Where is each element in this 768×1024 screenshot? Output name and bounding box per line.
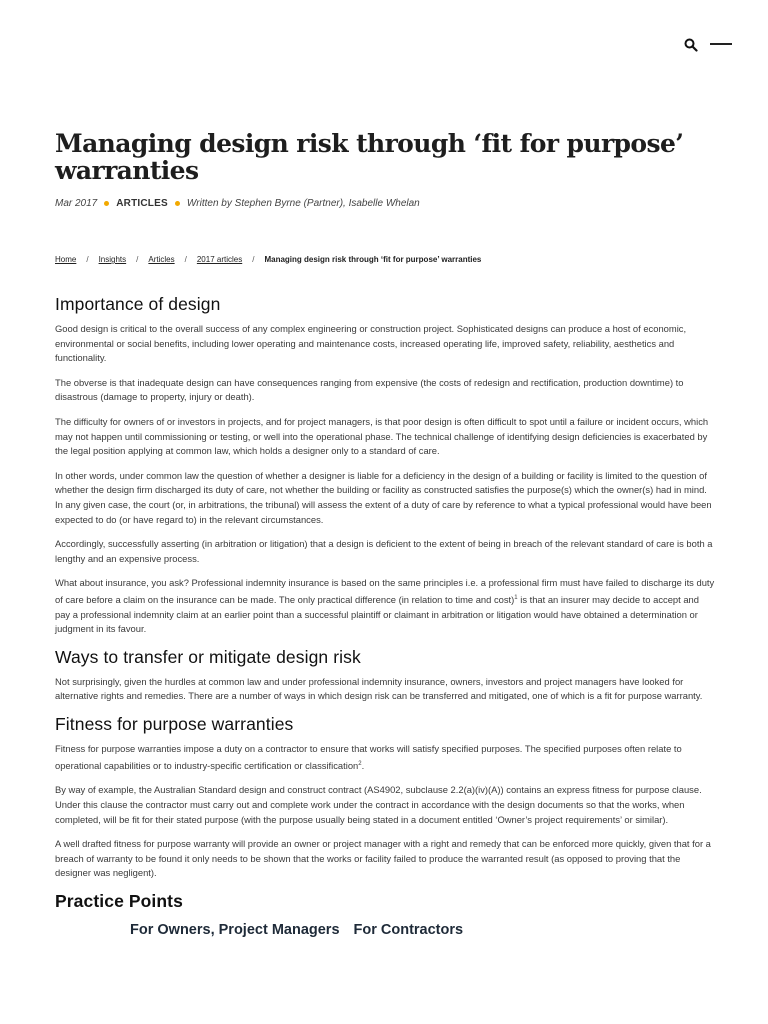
search-button[interactable] [684, 38, 702, 56]
paragraph: A well drafted fitness for purpose warranty will provide an owner or project manager with a right and remedy that can be enforced more quickly, given that for a breach of warranty to be found it only needs to be shown that the works or facility failed to produce the warranted result (as opposed to proving that the designer was negligent). [55, 838, 711, 879]
menu-icon [710, 43, 732, 45]
paragraph-text: What about insurance, you ask? Professional indemnity insurance is based on the same principles i.e. a professional firm must have failed to discharge its duty of care before a claim on the insurance can be made. The only practical difference (in relation to time and cost) [55, 577, 715, 606]
page-title: Managing design risk through ‘fit for purpose’ warranties [55, 129, 684, 185]
section-heading-practice: Practice Points [55, 890, 183, 911]
breadcrumb-separator: / [184, 255, 187, 264]
article-date: Mar 2017 [55, 198, 98, 209]
search-icon [684, 38, 698, 52]
article-body [55, 294, 715, 938]
breadcrumb-articles[interactable]: Articles [148, 255, 175, 264]
breadcrumb-home[interactable]: Home [55, 255, 77, 264]
meta-dot-icon [104, 201, 109, 206]
paragraph: The obverse is that inadequate design can have consequences ranging from expensive (the costs of redesign and rectification, production downtime) to disastrous (damage to property, injury or death). [55, 376, 684, 403]
top-bar [0, 0, 768, 90]
article-meta [55, 198, 715, 209]
tab-contractors[interactable]: For Contractors [353, 921, 464, 938]
footnote-ref-2[interactable]: 2 [358, 760, 362, 767]
paragraph: Not surprisingly, given the hurdles at common law and under professional indemnity insurance, owners, investors and project managers have looked for alternative rights and remedies. There are a number of ways in which design risk can be transferred and mitigated, one of which is a fit for purpose warranty. [55, 675, 703, 702]
paragraph: The difficulty for owners of or investors in projects, and for project managers, is that poor design is often difficult to spot until a failure or incident occurs, which may not happen until commissioning or testing, or well into the operational phase. The technical challenge of identifying design deficiencies is exacerbated by the legal position applying at common law, which holds a designer only to a standard of care. [55, 415, 709, 457]
breadcrumb-separator: / [252, 255, 255, 264]
paragraph: Accordingly, successfully asserting (in arbitration or litigation) that a design is deficient to the extent of being in breach of the relevant standard of care is both a lengthy and an expensive process. [55, 538, 713, 564]
breadcrumb-current: Managing design risk through ‘fit for purpose’ warranties [264, 255, 482, 264]
paragraph-text: Fitness for purpose warranties impose a duty on a contractor to ensure that works will satisfy specified purposes. The specified purposes often relate to operational capabilities or to industry-specific certification or classification [55, 743, 682, 771]
breadcrumb-insights[interactable]: Insights [98, 255, 127, 264]
paragraph-text: . [361, 759, 365, 771]
breadcrumb-separator: / [86, 255, 89, 264]
section-heading-ways: Ways to transfer or mitigate design risk [55, 646, 361, 667]
article-category[interactable]: ARTICLES [116, 198, 168, 209]
paragraph: Good design is critical to the overall success of any complex engineering or construction project. Sophisticated designs can produce a host of economic, environmental or social benefits, including lower operating and maintenance costs, increased operating life, improved safety, reliability, aesthetics and functionality. [55, 323, 687, 364]
meta-dot-icon [175, 201, 180, 206]
breadcrumb-separator: / [136, 255, 139, 264]
section-heading-fitness: Fitness for purpose warranties [55, 714, 294, 734]
paragraph-text: is that an insurer may decide to accept and pay a professional indemnity claim at an earlier point than a successful plaintiff or claimant in arbitration or litigation would have obtained a determination or judgment in its favour. [55, 594, 699, 635]
paragraph: In other words, under common law the question of whether a designer is liable for a deficiency in the design of a building or facility is limited to the question of whether the design firm discharged its duty of care, not whether the building or facility as constructed satisfies the purpose(s) which the owner(s) had in mind. In any given case, the court (or, in arbitrations, the tribunal) will assess the extent of a duty of care by reference to what a typical professional would have been expected to do (or have regard to) in the relevant circumstances. [55, 469, 712, 525]
tab-owners-project-managers[interactable]: For Owners, Project Managers [130, 921, 340, 938]
article [55, 130, 715, 938]
paragraph-with-footnote [55, 576, 715, 637]
footnote-ref-1[interactable]: 1 [514, 594, 518, 601]
paragraph: By way of example, the Australian Standard design and construct contract (AS4902, subclause 2.2(a)(iv)(A)) contains an express fitness for purpose clause. Under this clause the contractor must carry out and complete work under the contract in accordance with the design documents so that the works, when completed, will be fit for their stated purpose (with the purpose usually being stated in a document entitled ‘Owner’s project requirements’ or similar). [55, 784, 702, 825]
breadcrumb [55, 255, 715, 264]
paragraph-with-footnote [55, 742, 715, 773]
practice-tabs [130, 922, 715, 938]
article-byline: Written by Stephen Byrne (Partner), Isabelle Whelan [186, 198, 420, 209]
menu-button[interactable] [710, 36, 732, 50]
section-heading-importance: Importance of design [55, 294, 221, 314]
breadcrumb-2017-articles[interactable]: 2017 articles [196, 255, 243, 264]
